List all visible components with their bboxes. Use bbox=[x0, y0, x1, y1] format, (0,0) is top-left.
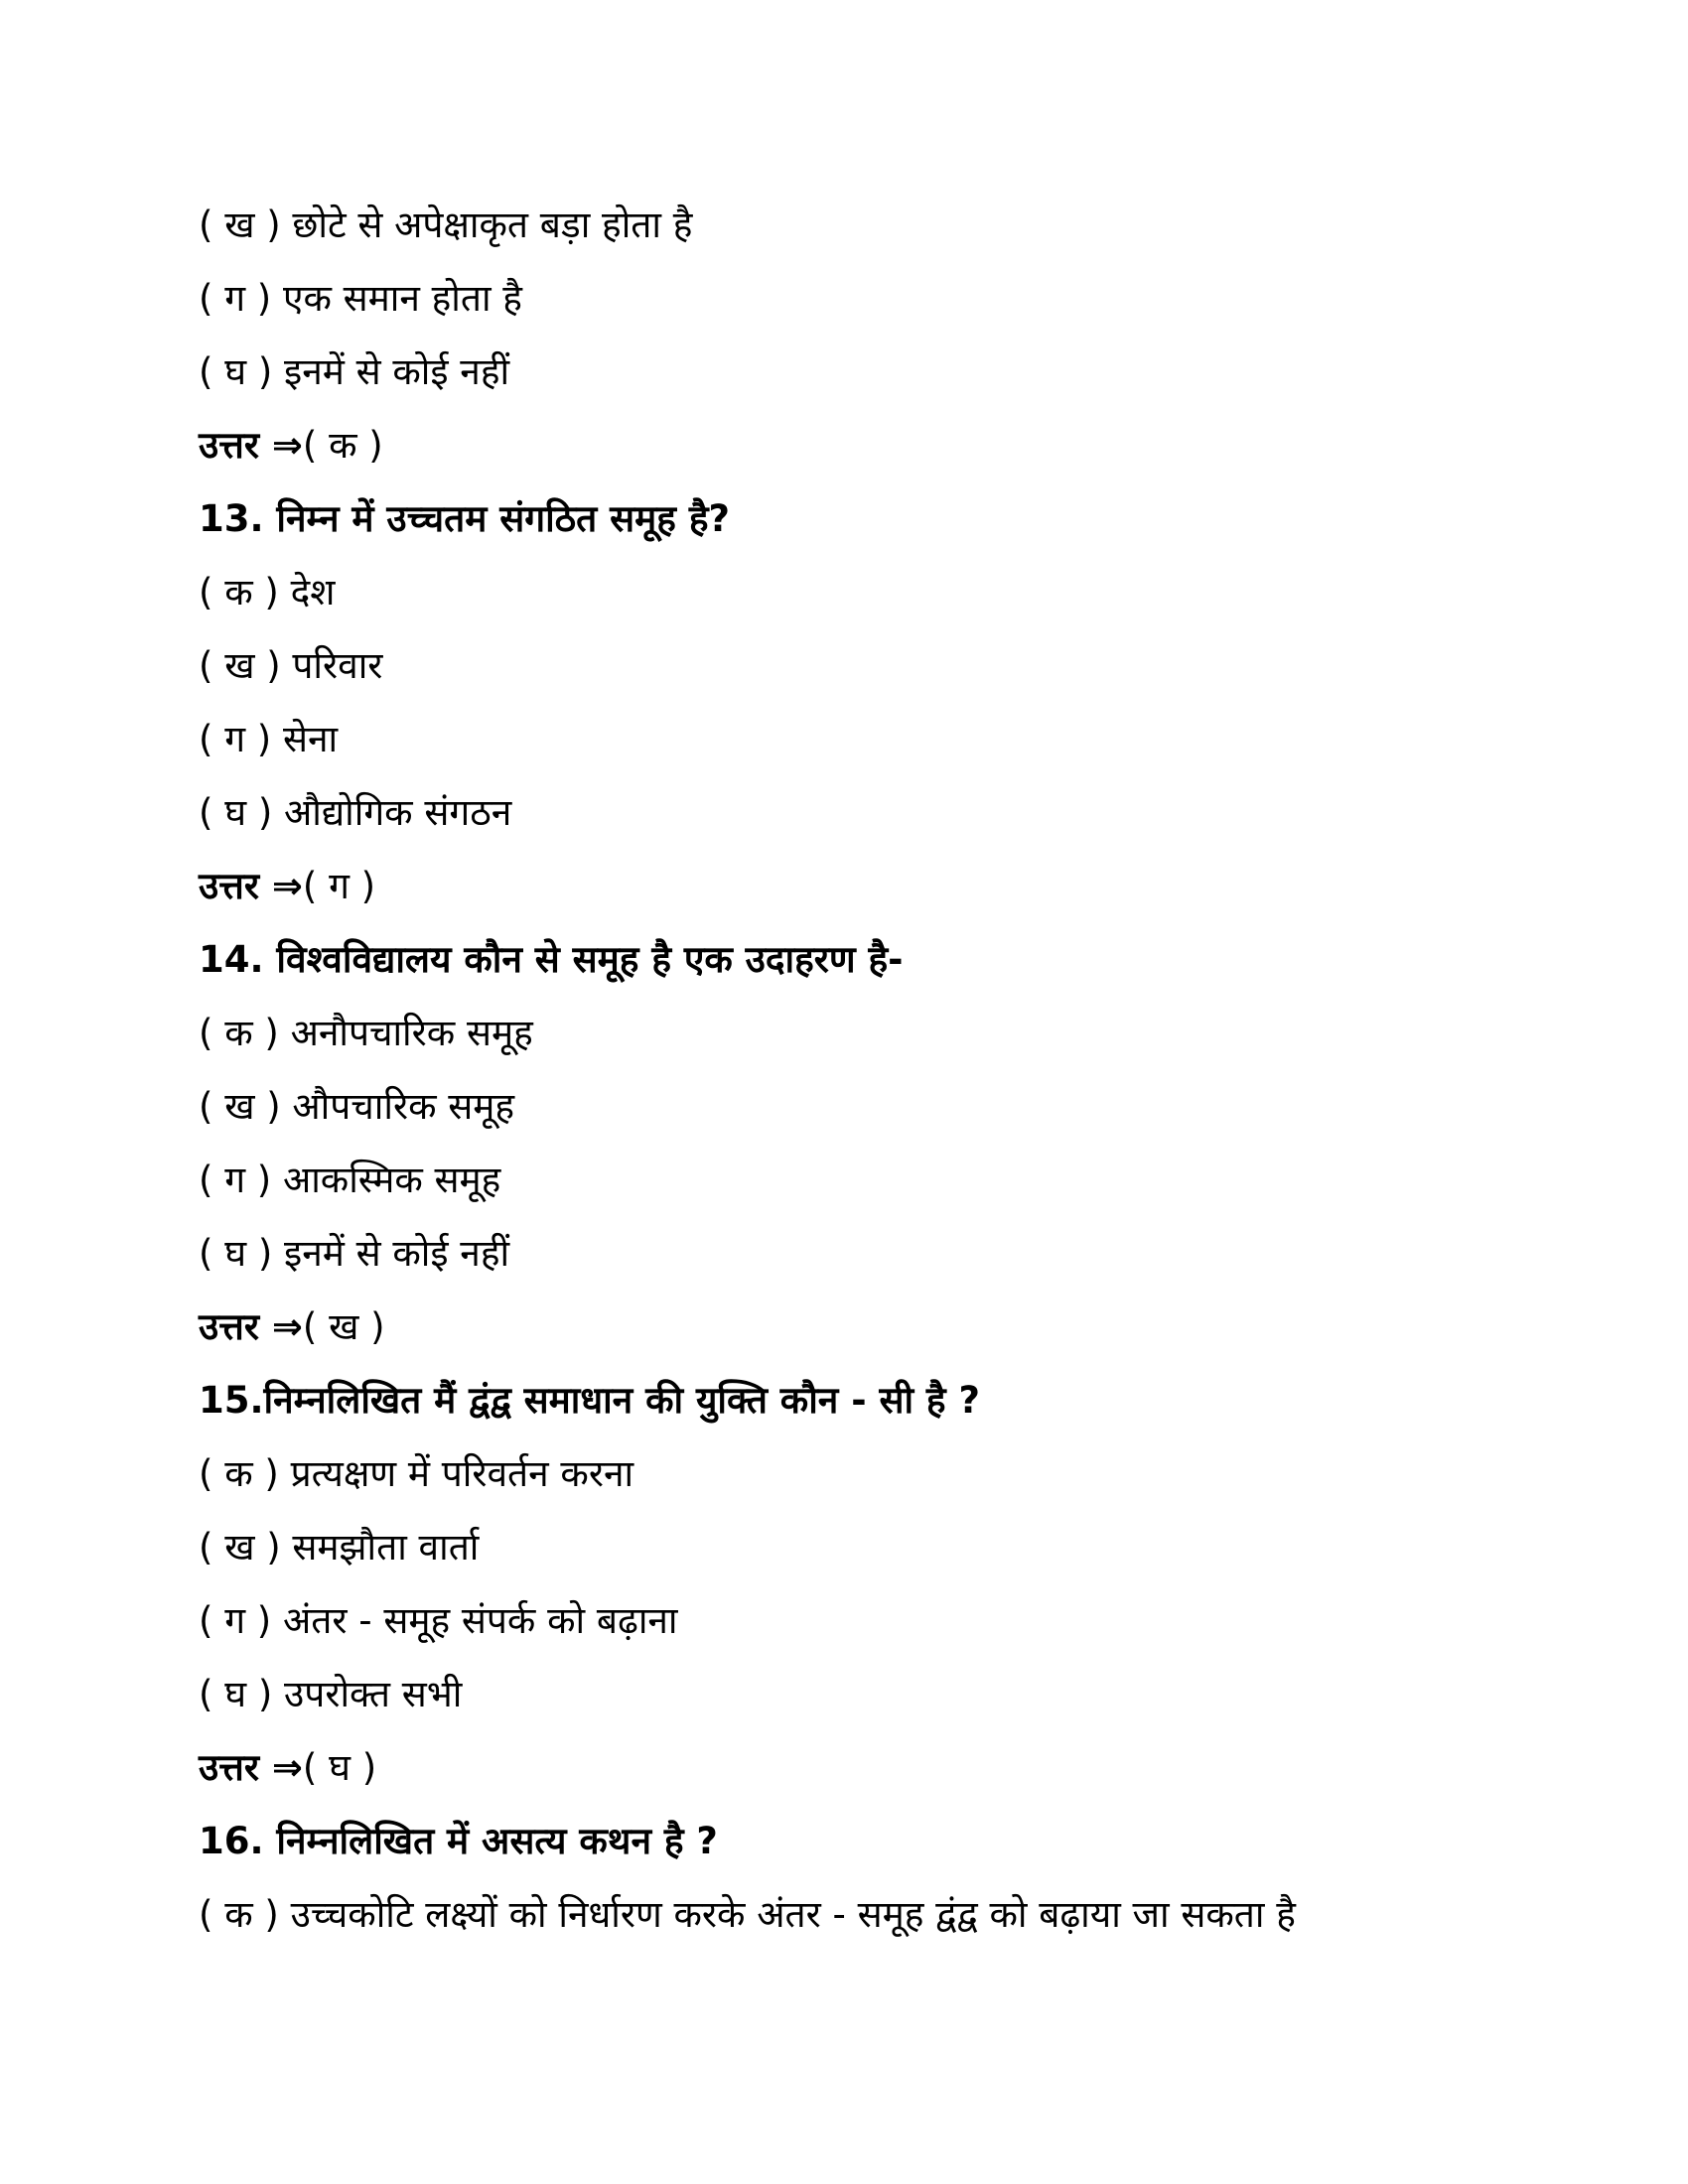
document-page bbox=[199, 189, 1589, 1952]
question-line: 13. निम्न में उच्चतम संगठित समूह है? bbox=[199, 497, 730, 540]
question-line: 16. निम्नलिखित में असत्य कथन है ? bbox=[199, 1820, 718, 1862]
answer-line bbox=[199, 1291, 1589, 1364]
option-line: ( घ ) औद्योगिक संगठन bbox=[199, 791, 512, 834]
answer-label: उत्तर bbox=[199, 1746, 259, 1789]
answer-value: ( ख ) bbox=[302, 1305, 385, 1348]
option-line: ( ख ) छोटे से अपेक्षाकृत बड़ा होता है bbox=[199, 204, 693, 246]
option-line: ( क ) देश bbox=[199, 571, 336, 614]
option-line: ( ग ) एक समान होता है bbox=[199, 277, 522, 320]
answer-value: ( क ) bbox=[302, 424, 383, 467]
option-line: ( ख ) औपचारिक समूह bbox=[199, 1085, 515, 1128]
answer-label: उत्तर bbox=[199, 424, 259, 467]
right-double-arrow-icon: ⇒ bbox=[271, 1746, 303, 1789]
option-line: ( क ) अनौपचारिक समूह bbox=[199, 1012, 533, 1054]
option-line: ( ख ) समझौता वार्ता bbox=[199, 1526, 480, 1569]
option-line: ( क ) प्रत्यक्षण में परिवर्तन करना bbox=[199, 1452, 634, 1495]
question-line: 14. विश्वविद्यालय कौन से समूह है एक उदाहरण है- bbox=[199, 938, 904, 981]
option-line: ( क ) उच्चकोटि लक्ष्यों को निर्धारण करके अंतर - समूह द्वंद्व को बढ़ाया जा सकता है bbox=[199, 1893, 1296, 1936]
question-line: 15.निम्नलिखित मैं द्वंद्व समाधान की युक्ति कौन - सी है ? bbox=[199, 1379, 980, 1422]
option-line: ( घ ) उपरोक्त सभी bbox=[199, 1673, 463, 1715]
answer-value: ( ग ) bbox=[302, 865, 376, 907]
answer-line bbox=[199, 1731, 1589, 1805]
option-line: ( ग ) आकस्मिक समूह bbox=[199, 1159, 501, 1201]
option-line: ( ख ) परिवार bbox=[199, 644, 383, 687]
answer-line bbox=[199, 850, 1589, 923]
option-line: ( घ ) इनमें से कोई नहीं bbox=[199, 350, 510, 393]
answer-value: ( घ ) bbox=[302, 1746, 377, 1789]
option-line: ( घ ) इनमें से कोई नहीं bbox=[199, 1232, 510, 1275]
right-double-arrow-icon: ⇒ bbox=[271, 865, 303, 907]
answer-label: उत्तर bbox=[199, 1305, 259, 1348]
option-line: ( ग ) सेना bbox=[199, 718, 339, 760]
answer-line bbox=[199, 409, 1589, 482]
right-double-arrow-icon: ⇒ bbox=[271, 1305, 303, 1348]
option-line: ( ग ) अंतर - समूह संपर्क को बढ़ाना bbox=[199, 1599, 678, 1642]
answer-label: उत्तर bbox=[199, 865, 259, 907]
right-double-arrow-icon: ⇒ bbox=[271, 424, 303, 467]
